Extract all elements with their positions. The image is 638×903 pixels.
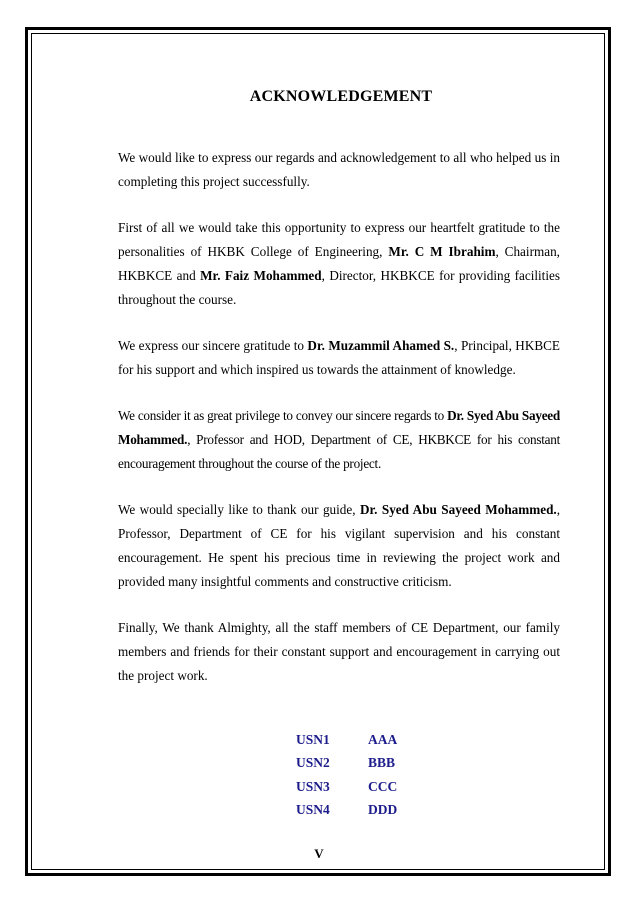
paragraph-intro — [118, 146, 560, 194]
student-usn: USN3 — [296, 778, 330, 794]
student-name: BBB — [368, 755, 396, 771]
paragraph-text: We would like to express our regards and acknowledgement to all who helped us in completing this project successfully. — [118, 150, 560, 189]
paragraph-text: , Principal, HKBCE for his support and which inspired us towards the attainment of knowledge. — [118, 338, 560, 377]
paragraph-text: Finally, We thank Almighty, all the staff members of CE Department, our family members and friends for their constant support and encouragement in carrying out the project work. — [118, 620, 560, 683]
student-row — [296, 751, 397, 774]
paragraph-text: We would specially like to thank our guide, — [118, 502, 360, 517]
page-title: ACKNOWLEDGEMENT — [249, 88, 433, 105]
paragraph-college — [118, 216, 560, 312]
student-name: CCC — [368, 778, 398, 794]
paragraph-text: , Director, HKBKCE for providing facilities throughout the course. — [118, 268, 560, 307]
hod-name: Dr. Syed Abu Sayeed Mohammed. — [118, 408, 560, 447]
guide-name: Dr. Syed Abu Sayeed Mohammed. — [359, 502, 557, 517]
paragraph-hod — [118, 404, 560, 476]
student-row — [296, 798, 397, 821]
student-name: DDD — [368, 801, 398, 817]
student-usn: USN4 — [296, 801, 330, 817]
paragraph-text: , Professor and HOD, Department of CE, HKBKCE for his constant encouragement throughout the course of the project. — [118, 432, 560, 471]
director-name: Mr. Faiz Mohammed — [200, 268, 322, 283]
paragraph-text: , Professor, Department of CE for his vigilant supervision and his constant encouragement. He spent his precious time in reviewing the project work and provided many insightful comments and constructive criticism. — [118, 502, 561, 589]
paragraph-guide — [118, 498, 560, 594]
paragraph-text: First of all we would take this opportunity to express our heartfelt gratitude to the personalities of HKBK College of Engineering, — [118, 220, 560, 259]
paragraph-principal — [118, 334, 560, 382]
paragraph-closing — [118, 616, 560, 688]
principal-name: Dr. Muzammil Ahamed S. — [307, 338, 455, 353]
student-name: AAA — [368, 732, 398, 747]
page-number: V — [314, 846, 324, 861]
student-row — [296, 775, 397, 798]
student-row — [296, 728, 397, 751]
acknowledgement-body — [118, 88, 560, 710]
student-list — [296, 728, 397, 821]
student-usn: USN2 — [296, 755, 330, 771]
paragraph-text: We consider it as great privilege to convey our sincere regards to — [118, 408, 448, 423]
chairman-name: Mr. C M Ibrahim — [388, 244, 496, 259]
paragraph-text: We express our sincere gratitude to — [118, 338, 308, 353]
paragraph-text: , Chairman, HKBKCE and — [118, 244, 560, 283]
student-usn: USN1 — [296, 732, 330, 747]
